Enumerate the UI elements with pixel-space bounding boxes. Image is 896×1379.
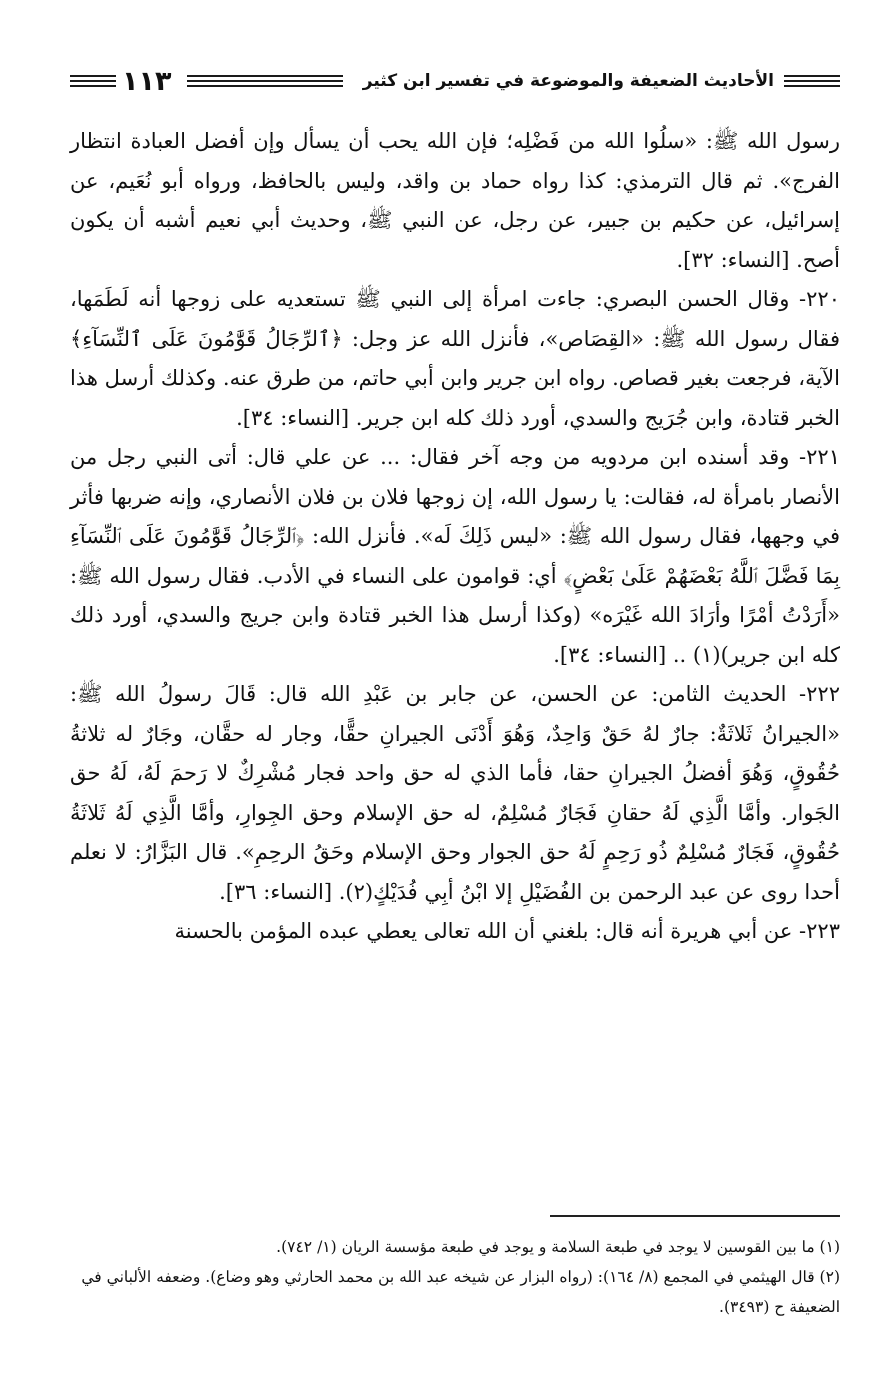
header-rule-middle [187,75,342,87]
paragraph-continuation: رسول الله ﷺ: «سلُوا الله من فَضْلِه؛ فإن الله يحب أن يسأل وإن أفضل العبادة انتظار الفرج». ثم قال الترمذي: كذا رواه حماد بن واقد، وليس بالحافظ، ورواه أبو نُعَيم، عن إسرائيل، عن حكيم بن جبير، عن رجل، عن النبي ﷺ، وحديث أبي نعيم أشبه أن يكون أصح. [النساء: ٣٢]. [70,129,840,272]
paragraph-222: ٢٢٢- الحديث الثامن: عن الحسن، عن جابر بن عَبْدِ الله قال: قَالَ رسولُ الله ﷺ: «الجيرانُ ثَلاثَةٌ: جارٌ لهُ حَقٌ وَاحِدٌ، وَهُوَ أَدْنَى الجيرانِ حقًّا، وجار له حقَّان، وجَارٌ له ثلاثةُ حُقُوقٍ، وَهُوَ أفضلُ الجيرانِ حقا، فأما الذي له حق واحد فجار مُشْرِكٌ لا رَحمَ لَهُ، لَهُ حق الجَوار. وأمَّا الَّذِي لَهُ حقانِ فَجَارٌ مُسْلِمٌ، له حق الإسلام وحق الجِوارِ، وأمَّا الَّذِي لَهُ ثَلاثَةُ حُقُوقٍ، فَجَارٌ مُسْلِمٌ ذُو رَحِمٍ لَهُ حق الجوار وحق الإسلام وحَقُ الرحِمِ». قال البَزَّارُ: لا نعلم أحدا روى عن عبد الرحمن بن الفُضَيْلِ إلا ابْنُ أبِي فُدَيْكٍ(٢). [النساء: ٣٦]. [70,682,840,904]
footnote-separator [550,1215,840,1217]
page-number: ١١٣ [122,65,172,97]
footnotes [70,1232,840,1322]
footnote-2: (٢) قال الهيثمي في المجمع (٨/ ١٦٤): (رواه البزار عن شيخه عبد الله بن محمد الحارثي وهو وضاع). وضعفه الألباني في الضعيفة ح (٣٤٩٣). [81,1268,840,1316]
paragraph-220: ٢٢٠- وقال الحسن البصري: جاءت امرأة إلى النبي ﷺ تستعديه على زوجها أنه لَطَمَها، فقال رسول الله ﷺ: «القِصَاص»، فأنزل الله عز وجل: ﴿ٱلرِّجَالُ قَوَّٰمُونَ عَلَى ٱلنِّسَآءِ﴾ الآية، فرجعت بغير قصاص. رواه ابن جرير وابن أبي حاتم، من طرق عنه. وكذلك أرسل هذا الخبر قتادة، وابن جُرَيج والسدي، أورد ذلك كله ابن جرير. [النساء: ٣٤]. [70,287,840,430]
header-rule-left [70,75,116,87]
book-title: الأحاديث الضعيفة والموضوعة في تفسير ابن كثير [362,71,774,91]
running-header [70,56,840,106]
main-text [70,122,840,952]
header-rule-right [784,75,840,87]
paragraph-223: ٢٢٣- عن أبي هريرة أنه قال: بلغني أن الله تعالى يعطي عبده المؤمن بالحسنة [174,919,840,943]
paragraph-221: ٢٢١- وقد أسنده ابن مردويه من وجه آخر فقال: ... عن علي قال: أتى النبي رجل من الأنصار بامرأة له، فقالت: يا رسول الله، إن زوجها فلان بن فلان الأنصاري، وإنه ضربها فأثر في وجهها، فقال رسول الله ﷺ: «ليس ذَلِكَ لَه». فأنزل الله: ﴿ٱلرِّجَالُ قَوَّٰمُونَ عَلَى ٱلنِّسَآءِ بِمَا فَضَّلَ ٱللَّهُ بَعْضَهُمْ عَلَىٰ بَعْضٍ﴾ أي: قوامون على النساء في الأدب. فقال رسول الله ﷺ: «أَرَدْتُ أمْرًا وأرَادَ الله غَيْرَه» (وكذا أرسل هذا الخبر قتادة وابن جريج والسدي، أورد ذلك كله ابن جرير)(١) .. [النساء: ٣٤]. [70,445,840,667]
footnote-1: (١) ما بين القوسين لا يوجد في طبعة السلامة و يوجد في طبعة مؤسسة الريان (١/ ٧٤٢). [276,1238,840,1256]
